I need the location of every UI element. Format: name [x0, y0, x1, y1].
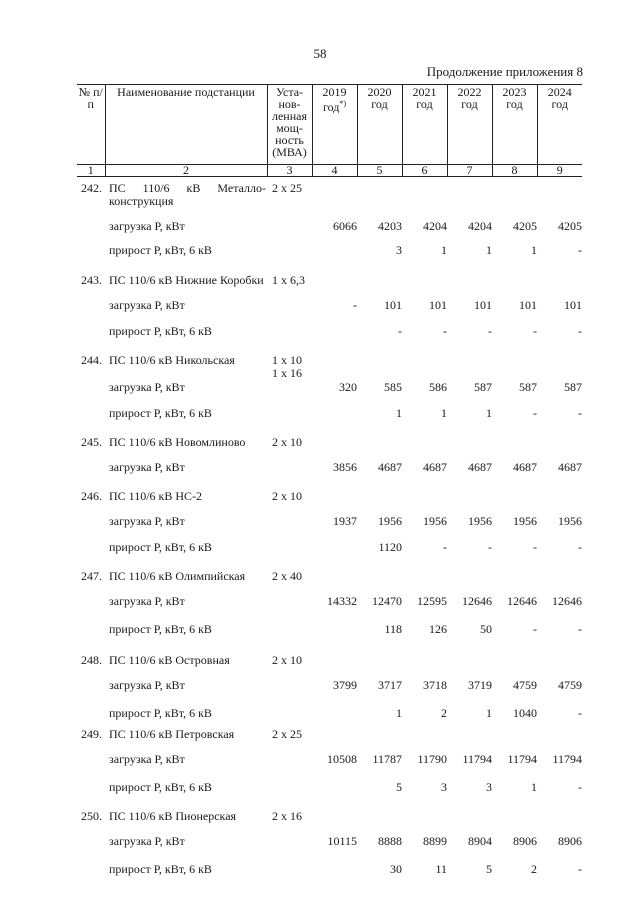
empty-cell — [537, 177, 582, 221]
growth-value: - — [488, 324, 492, 338]
growth-value: - — [578, 706, 582, 720]
growth-value: 1 — [441, 243, 447, 257]
installed-capacity — [267, 485, 312, 515]
growth-value: - — [533, 406, 537, 420]
substation-name: ПС 110/6 кВ Островная — [109, 653, 230, 667]
empty-cell — [267, 407, 312, 431]
growth-label: прирост Р, кВт, 6 кВ — [109, 243, 212, 257]
header-capacity: Уста-нов-ленная мощ-ность (МВА) — [267, 85, 312, 165]
installed-capacity — [267, 649, 312, 679]
empty-cell — [402, 649, 447, 679]
load-value: 8899 — [423, 834, 447, 848]
empty-cell — [537, 349, 582, 381]
header-2021: 2021 год — [402, 85, 447, 165]
growth-label: прирост Р, кВт, 6 кВ — [109, 406, 212, 420]
column-number: 1 — [77, 165, 105, 177]
substation-name: ПС 110/6 кВ Никольская — [109, 353, 235, 367]
growth-label: прирост Р, кВт, 6 кВ — [109, 622, 212, 636]
capacity-value: 2 х 25 — [272, 727, 302, 741]
growth-label: прирост Р, кВт, 6 кВ — [109, 780, 212, 794]
capacity-value: 2 х 40 — [272, 569, 302, 583]
substation-row — [77, 349, 582, 381]
empty-cell — [537, 431, 582, 461]
substation-row — [77, 649, 582, 679]
load-row — [77, 461, 582, 485]
substation-name: ПС 110/6 кВ Нижние Коробки — [109, 273, 264, 287]
growth-value: 50 — [480, 622, 492, 636]
empty-cell — [77, 541, 105, 565]
substation-name: ПС 110/6 кВ НС-2 — [109, 489, 203, 503]
load-value: 4759 — [558, 678, 582, 692]
empty-cell — [267, 707, 312, 723]
substation-table — [77, 84, 582, 887]
column-number: 4 — [312, 165, 357, 177]
row-number: 242. — [81, 181, 102, 195]
capacity-value: 2 х 25 — [272, 181, 302, 195]
load-value: 3717 — [378, 678, 402, 692]
growth-value: 30 — [390, 862, 402, 876]
growth-value: 1 — [486, 706, 492, 720]
empty-cell — [492, 431, 537, 461]
empty-cell — [537, 565, 582, 595]
empty-cell — [447, 485, 492, 515]
growth-value: 1 — [441, 406, 447, 420]
load-value: 12646 — [552, 594, 582, 608]
capacity-value: 2 х 10 — [272, 489, 302, 503]
load-value: 3719 — [468, 678, 492, 692]
load-value: 4687 — [378, 460, 402, 474]
load-value: 587 — [519, 380, 537, 394]
growth-value: 11 — [435, 862, 447, 876]
row-number: 247. — [81, 569, 102, 583]
empty-cell — [492, 349, 537, 381]
empty-cell — [267, 381, 312, 407]
row-number: 246. — [81, 489, 102, 503]
load-label: загрузка Р, кВт — [109, 380, 185, 394]
empty-cell — [267, 781, 312, 805]
column-number: 5 — [357, 165, 402, 177]
header-num: № п/п — [77, 85, 105, 165]
growth-value — [312, 244, 357, 269]
load-row — [77, 835, 582, 863]
load-value: 12646 — [462, 594, 492, 608]
substation-row — [77, 565, 582, 595]
growth-row — [77, 244, 582, 269]
growth-value: 2 — [531, 862, 537, 876]
load-value: 101 — [474, 298, 492, 312]
capacity-value: 2 х 16 — [272, 809, 302, 823]
empty-cell — [537, 269, 582, 299]
load-value: 8888 — [378, 834, 402, 848]
empty-cell — [77, 220, 105, 244]
growth-value: - — [443, 540, 447, 554]
load-value: 1937 — [333, 514, 357, 528]
empty-cell — [267, 595, 312, 623]
empty-cell — [402, 723, 447, 753]
row-number: 248. — [81, 653, 102, 667]
growth-value: 1 — [531, 243, 537, 257]
growth-value — [312, 781, 357, 805]
growth-value: - — [578, 780, 582, 794]
load-value: 4203 — [378, 219, 402, 233]
load-value: 4687 — [513, 460, 537, 474]
empty-cell — [77, 835, 105, 863]
growth-row — [77, 863, 582, 887]
empty-cell — [402, 177, 447, 221]
growth-value: - — [443, 324, 447, 338]
load-row — [77, 381, 582, 407]
growth-row — [77, 781, 582, 805]
growth-value: - — [488, 540, 492, 554]
load-value: 4204 — [423, 219, 447, 233]
growth-row — [77, 325, 582, 349]
empty-cell — [357, 269, 402, 299]
empty-cell — [267, 299, 312, 325]
load-value: 4759 — [513, 678, 537, 692]
row-number: 249. — [81, 727, 102, 741]
load-value: 586 — [429, 380, 447, 394]
load-value: 3718 — [423, 678, 447, 692]
column-number: 6 — [402, 165, 447, 177]
substation-name: ПС 110/6 кВ Пионерская — [109, 809, 237, 823]
growth-value: 118 — [384, 622, 402, 636]
growth-value: 1 — [486, 406, 492, 420]
capacity-value: 2 х 10 — [272, 435, 302, 449]
load-value: 11790 — [417, 752, 447, 766]
empty-cell — [267, 220, 312, 244]
growth-value: - — [578, 324, 582, 338]
substation-name: ПС 110/6 кВ Петровская — [109, 727, 235, 741]
empty-cell — [77, 325, 105, 349]
empty-cell — [312, 485, 357, 515]
empty-cell — [77, 461, 105, 485]
capacity-value: 1 х 16 — [272, 366, 302, 380]
growth-label: прирост Р, кВт, 6 кВ — [109, 862, 212, 876]
growth-value: - — [578, 622, 582, 636]
growth-value: 1 — [531, 780, 537, 794]
empty-cell — [312, 431, 357, 461]
empty-cell — [402, 431, 447, 461]
load-value: 11794 — [552, 752, 582, 766]
load-row — [77, 220, 582, 244]
column-number: 8 — [492, 165, 537, 177]
header-2019-footnote-mark: *) — [339, 99, 347, 108]
empty-cell — [267, 515, 312, 541]
growth-value — [312, 407, 357, 431]
continuation-label: Продолжение приложения 8 — [426, 64, 583, 79]
load-value: 101 — [519, 298, 537, 312]
empty-cell — [77, 515, 105, 541]
empty-cell — [312, 565, 357, 595]
header-2023: 2023 год — [492, 85, 537, 165]
substation-name: ПС 110/6 кВ Металло-конструкция — [109, 181, 266, 208]
load-value: 587 — [474, 380, 492, 394]
installed-capacity — [267, 349, 312, 381]
load-value: 12470 — [372, 594, 402, 608]
empty-cell — [537, 485, 582, 515]
empty-cell — [312, 269, 357, 299]
growth-row — [77, 707, 582, 723]
table-header-row — [77, 85, 582, 165]
growth-row — [77, 541, 582, 565]
empty-cell — [537, 805, 582, 835]
empty-cell — [267, 325, 312, 349]
load-row — [77, 679, 582, 707]
growth-value: - — [533, 540, 537, 554]
empty-cell — [537, 723, 582, 753]
empty-cell — [77, 623, 105, 649]
growth-value: 1 — [396, 406, 402, 420]
empty-cell — [492, 269, 537, 299]
empty-cell — [267, 835, 312, 863]
load-label: загрузка Р, кВт — [109, 752, 185, 766]
header-2020: 2020 год — [357, 85, 402, 165]
empty-cell — [492, 565, 537, 595]
empty-cell — [77, 863, 105, 887]
installed-capacity — [267, 269, 312, 299]
row-number: 250. — [81, 809, 102, 823]
load-value: 4687 — [468, 460, 492, 474]
load-value: 4687 — [423, 460, 447, 474]
table-body — [77, 177, 582, 888]
empty-cell — [357, 485, 402, 515]
empty-cell — [357, 565, 402, 595]
growth-value: - — [578, 862, 582, 876]
load-value: 4205 — [558, 219, 582, 233]
empty-cell — [267, 863, 312, 887]
load-value: 8904 — [468, 834, 492, 848]
growth-label: прирост Р, кВт, 6 кВ — [109, 706, 212, 720]
growth-value: - — [578, 406, 582, 420]
load-value: 101 — [564, 298, 582, 312]
empty-cell — [402, 349, 447, 381]
empty-cell — [492, 485, 537, 515]
empty-cell — [267, 461, 312, 485]
load-value: 101 — [384, 298, 402, 312]
empty-cell — [447, 349, 492, 381]
empty-cell — [267, 623, 312, 649]
load-value: 11794 — [507, 752, 537, 766]
empty-cell — [77, 707, 105, 723]
empty-cell — [447, 269, 492, 299]
load-value: 4204 — [468, 219, 492, 233]
empty-cell — [312, 805, 357, 835]
header-2019 — [312, 85, 357, 165]
capacity-value: 1 х 6,3 — [272, 273, 305, 287]
load-value: 587 — [564, 380, 582, 394]
load-label: загрузка Р, кВт — [109, 460, 185, 474]
growth-value: 3 — [396, 243, 402, 257]
load-label: загрузка Р, кВт — [109, 594, 185, 608]
empty-cell — [77, 381, 105, 407]
load-value: 12646 — [507, 594, 537, 608]
load-value: 8906 — [558, 834, 582, 848]
load-value: 585 — [384, 380, 402, 394]
empty-cell — [492, 177, 537, 221]
load-value: 4205 — [513, 219, 537, 233]
load-value: 3856 — [333, 460, 357, 474]
empty-cell — [312, 649, 357, 679]
empty-cell — [447, 431, 492, 461]
load-value: 320 — [339, 380, 357, 394]
load-value: 11787 — [372, 752, 402, 766]
empty-cell — [492, 723, 537, 753]
growth-value: 1120 — [378, 540, 402, 554]
header-2022: 2022 год — [447, 85, 492, 165]
growth-value: 2 — [441, 706, 447, 720]
substation-row — [77, 723, 582, 753]
empty-cell — [77, 299, 105, 325]
load-value: 12595 — [417, 594, 447, 608]
empty-cell — [447, 649, 492, 679]
growth-value: - — [578, 243, 582, 257]
growth-label: прирост Р, кВт, 6 кВ — [109, 540, 212, 554]
load-value: 14332 — [327, 594, 357, 608]
growth-value: - — [578, 540, 582, 554]
growth-value: 1040 — [513, 706, 537, 720]
installed-capacity — [267, 723, 312, 753]
substation-row — [77, 431, 582, 461]
load-value: 3799 — [333, 678, 357, 692]
column-number: 9 — [537, 165, 582, 177]
empty-cell — [357, 177, 402, 221]
empty-cell — [402, 565, 447, 595]
empty-cell — [77, 595, 105, 623]
load-value: 10508 — [327, 752, 357, 766]
empty-cell — [312, 723, 357, 753]
load-value: 1956 — [558, 514, 582, 528]
substation-name: ПС 110/6 кВ Новомлиново — [109, 435, 246, 449]
empty-cell — [357, 805, 402, 835]
substation-row — [77, 805, 582, 835]
load-label: загрузка Р, кВт — [109, 298, 185, 312]
load-value: 4687 — [558, 460, 582, 474]
empty-cell — [77, 407, 105, 431]
growth-value: 5 — [486, 862, 492, 876]
column-number: 2 — [105, 165, 267, 177]
installed-capacity — [267, 177, 312, 221]
substation-name: ПС 110/6 кВ Олимпийская — [109, 569, 246, 583]
growth-value: 3 — [486, 780, 492, 794]
empty-cell — [357, 649, 402, 679]
empty-cell — [77, 679, 105, 707]
growth-label: прирост Р, кВт, 6 кВ — [109, 324, 212, 338]
growth-value: - — [533, 622, 537, 636]
empty-cell — [537, 649, 582, 679]
empty-cell — [402, 485, 447, 515]
installed-capacity — [267, 565, 312, 595]
load-label: загрузка Р, кВт — [109, 678, 185, 692]
installed-capacity — [267, 805, 312, 835]
load-value: 6066 — [333, 219, 357, 233]
substation-row — [77, 269, 582, 299]
growth-value: 126 — [429, 622, 447, 636]
load-label: загрузка Р, кВт — [109, 219, 185, 233]
capacity-value: 2 х 10 — [272, 653, 302, 667]
load-row — [77, 595, 582, 623]
growth-value — [312, 707, 357, 723]
growth-value — [312, 863, 357, 887]
load-label: загрузка Р, кВт — [109, 834, 185, 848]
growth-value — [312, 541, 357, 565]
column-number: 3 — [267, 165, 312, 177]
empty-cell — [402, 269, 447, 299]
header-2019-text: 2019 год — [322, 85, 347, 114]
load-value: 1956 — [513, 514, 537, 528]
growth-value: - — [398, 324, 402, 338]
growth-value: 3 — [441, 780, 447, 794]
empty-cell — [492, 649, 537, 679]
growth-row — [77, 407, 582, 431]
substation-row — [77, 177, 582, 221]
empty-cell — [402, 805, 447, 835]
load-row — [77, 515, 582, 541]
load-value: 101 — [429, 298, 447, 312]
empty-cell — [77, 244, 105, 269]
growth-value: - — [533, 324, 537, 338]
column-number: 7 — [447, 165, 492, 177]
growth-value: 1 — [486, 243, 492, 257]
empty-cell — [357, 349, 402, 381]
growth-value — [312, 325, 357, 349]
page-number: 58 — [313, 46, 327, 61]
empty-cell — [267, 541, 312, 565]
load-label: загрузка Р, кВт — [109, 514, 185, 528]
empty-cell — [447, 565, 492, 595]
empty-cell — [357, 723, 402, 753]
empty-cell — [312, 349, 357, 381]
empty-cell — [447, 805, 492, 835]
growth-value: 5 — [396, 780, 402, 794]
substation-row — [77, 485, 582, 515]
header-name: Наименование подстанции — [105, 85, 267, 165]
growth-row — [77, 623, 582, 649]
growth-value — [312, 623, 357, 649]
empty-cell — [447, 723, 492, 753]
load-value: 8906 — [513, 834, 537, 848]
empty-cell — [267, 244, 312, 269]
header-2024: 2024 год — [537, 85, 582, 165]
empty-cell — [492, 805, 537, 835]
load-value: 10115 — [327, 834, 357, 848]
load-value: 1956 — [378, 514, 402, 528]
load-value: - — [353, 298, 357, 312]
empty-cell — [447, 177, 492, 221]
row-number: 244. — [81, 353, 102, 367]
load-value: 1956 — [468, 514, 492, 528]
empty-cell — [77, 753, 105, 781]
load-value: 11794 — [462, 752, 492, 766]
empty-cell — [77, 781, 105, 805]
row-number: 245. — [81, 435, 102, 449]
empty-cell — [267, 679, 312, 707]
empty-cell — [267, 753, 312, 781]
load-row — [77, 753, 582, 781]
column-number-row — [77, 165, 582, 177]
growth-value: 1 — [396, 706, 402, 720]
capacity-value: 1 х 10 — [272, 353, 302, 367]
load-row — [77, 299, 582, 325]
installed-capacity — [267, 431, 312, 461]
row-number: 243. — [81, 273, 102, 287]
empty-cell — [357, 431, 402, 461]
load-value: 1956 — [423, 514, 447, 528]
empty-cell — [312, 177, 357, 221]
